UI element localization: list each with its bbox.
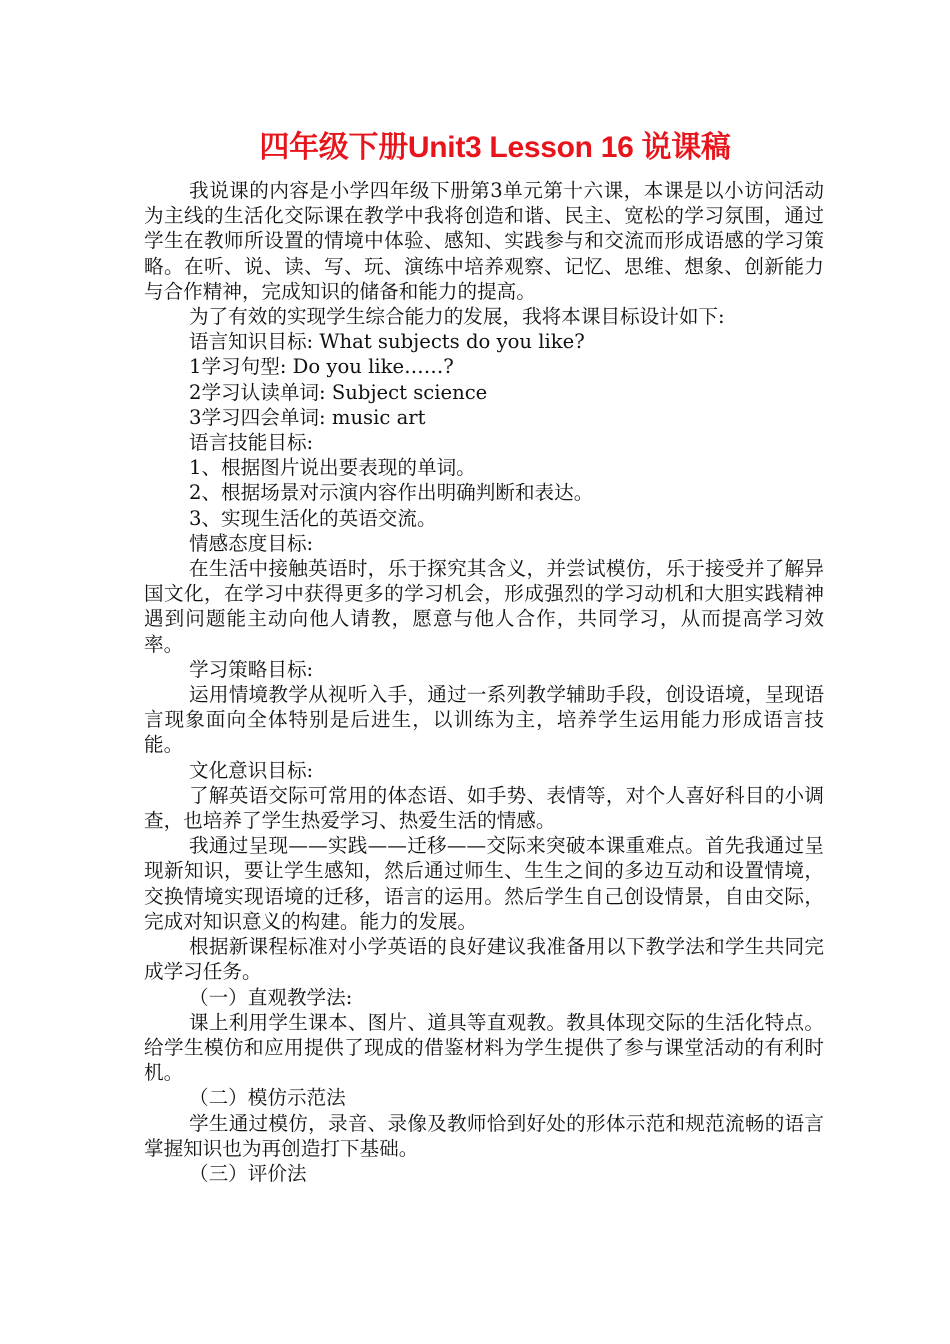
- paragraph-culture-heading: 文化意识目标:: [189, 758, 314, 782]
- paragraph-method-1: 课上利用学生课本、图片、道具等直观教。教具体现交际的生活化特点。给学生模仿和应用提供了现成的借鉴材料为学生提供了参与课堂活动的有利时机。: [144, 1010, 824, 1085]
- paragraph-sentence-pattern: 1学习句型: Do you like……?: [189, 355, 454, 379]
- paragraph-recognition-words: 2学习认读单词: Subject science: [189, 380, 488, 404]
- paragraph-goal-intro: 为了有效的实现学生综合能力的发展，我将本课目标设计如下:: [189, 305, 725, 329]
- document-title: 四年级下册Unit3 Lesson 16 说课稿: [259, 131, 731, 164]
- paragraph-four-skill-words: 3学习四会单词: music art: [189, 405, 426, 429]
- paragraph-culture: 了解英语交际可常用的体态语、如手势、表情等，对个人喜好科目的小调查，也培养了学生热爱学习、热爱生活的情感。: [144, 783, 824, 833]
- paragraph-skill-3: 3、实现生活化的英语交流。: [189, 506, 437, 530]
- paragraph-curriculum: 根据新课程标准对小学英语的良好建议我准备用以下教学法和学生共同完成学习任务。: [144, 935, 824, 984]
- paragraph-method-2: 学生通过模仿，录音、录像及教师恰到好处的形体示范和规范流畅的语言掌握知识也为再创造打下基础。: [144, 1111, 824, 1160]
- paragraph-method-3-heading: （三）评价法: [189, 1161, 307, 1185]
- paragraph-attitude-heading: 情感态度目标:: [189, 531, 314, 555]
- document-body: [144, 178, 824, 1186]
- paragraph-language-skill-heading: 语言技能目标:: [189, 431, 314, 455]
- paragraph-language-knowledge: 语言知识目标: What subjects do you like?: [189, 330, 585, 354]
- paragraph-skill-1: 1、根据图片说出要表现的单词。: [189, 456, 476, 480]
- paragraph-attitude: 在生活中接触英语时，乐于探究其含义，并尝试模仿，乐于接受并了解异国文化，在学习中获得更多的学习机会，形成强烈的学习动机和大胆实践精神遇到问题能主动向他人请教，愿意与他人合作，共同学习，从而提高学习效率。: [144, 557, 824, 656]
- paragraph-skill-2: 2、根据场景对示演内容作出明确判断和表达。: [189, 481, 594, 505]
- paragraph-strategy: 运用情境教学从视听入手，通过一系列教学辅助手段，创设语境，呈现语言现象面向全体特别是后进生，以训练为主，培养学生运用能力形成语言技能。: [144, 683, 824, 757]
- paragraph-method-2-heading: （二）模仿示范法: [189, 1086, 346, 1110]
- paragraph-intro: 我说课的内容是小学四年级下册第3单元第十六课，本课是以小访问活动为主线的生活化交际课在教学中我将创造和谐、民主、宽松的学习氛围，通过学生在教师所设置的情境中体验、感知、实践参与和交流而形成语感的学习策略。在听、说、读、写、玩、演练中培养观察、记忆、思维、想象、创新能力与合作精神，完成知识的储备和能力的提高。: [144, 179, 824, 303]
- paragraph-method-1-heading: （一）直观教学法:: [189, 985, 353, 1009]
- paragraph-method-overview: 我通过呈现——实践——迁移——交际来突破本课重难点。首先我通过呈现新知识，要让学生感知，然后通过师生、生生之间的多边互动和设置情境，交换情境实现语境的迁移，语言的运用。然后学生自己创设情景，自由交际，完成对知识意义的构建。能力的发展。: [144, 834, 824, 933]
- paragraph-strategy-heading: 学习策略目标:: [189, 657, 314, 681]
